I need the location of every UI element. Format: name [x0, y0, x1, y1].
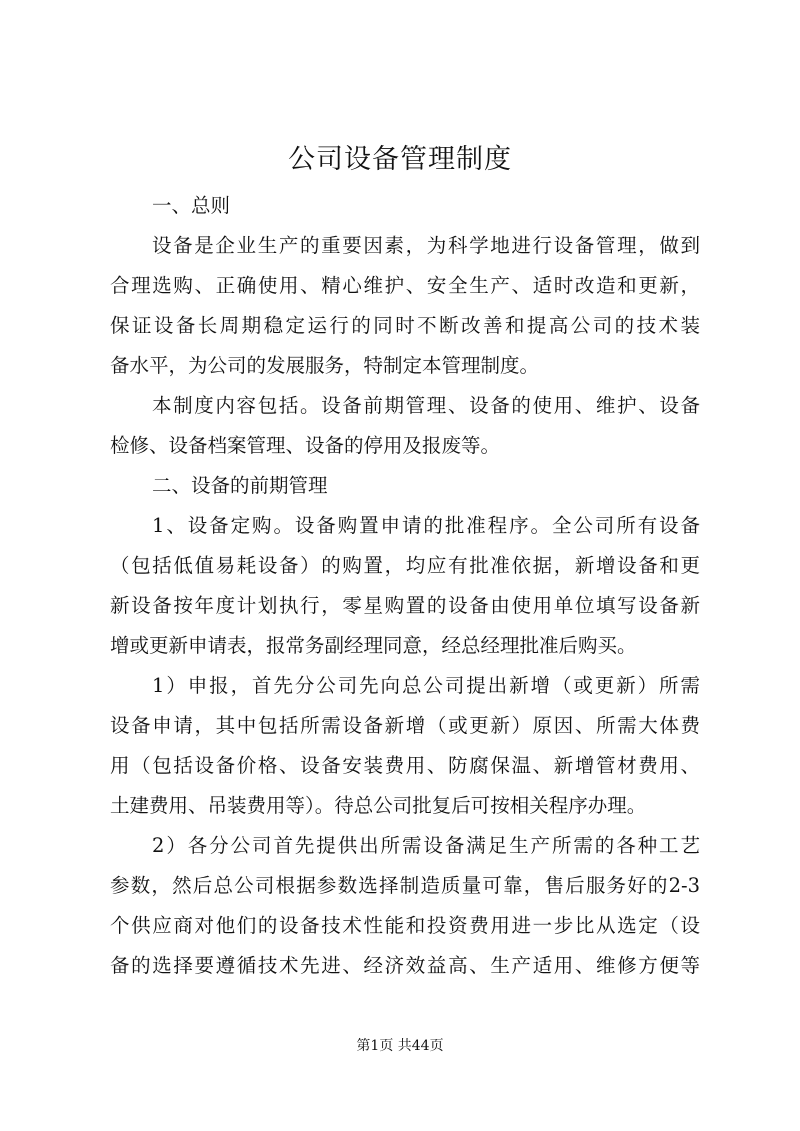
text-line: 新设备按年度计划执行，零星购置的设备由使用单位填写设备新	[110, 594, 700, 617]
text-line: （包括低值易耗设备）的购置，均应有批准依据，新增设备和更	[110, 554, 700, 577]
page-footer: 第1页 共44页	[356, 1038, 444, 1054]
text-line: 设备是企业生产的重要因素，为科学地进行设备管理，做到	[152, 234, 700, 257]
text-line: 1）申报，首先分公司先向总公司提出新增（或更新）所需	[152, 674, 700, 697]
text-line: 土建费用、吊装费用等）。待总公司批复后可按相关程序办理。	[110, 794, 647, 817]
text-line: 二、设备的前期管理	[152, 474, 328, 497]
text-line: 参数，然后总公司根据参数选择制造质量可靠，售后服务好的2-3	[110, 874, 700, 897]
text-line: 2）各分公司首先提供出所需设备满足生产所需的各种工艺	[152, 834, 700, 857]
document-title: 公司设备管理制度	[288, 144, 512, 175]
text-line: 备水平，为公司的发展服务，特制定本管理制度。	[110, 354, 540, 377]
text-line: 设备申请，其中包括所需设备新增（或更新）原因、所需大体费	[110, 714, 700, 737]
text-line: 增或更新申请表，报常务副经理同意，经总经理批准后购买。	[110, 634, 637, 657]
text-line: 一、总则	[152, 194, 231, 217]
text-line: 本制度内容包括。设备前期管理、设备的使用、维护、设备	[152, 394, 700, 417]
text-line: 合理选购、正确使用、精心维护、安全生产、适时改造和更新，	[110, 274, 700, 297]
text-line: 备的选择要遵循技术先进、经济效益高、生产适用、维修方便等	[110, 954, 700, 977]
text-line: 1、设备定购。设备购置申请的批准程序。全公司所有设备	[152, 514, 700, 537]
text-line: 个供应商对他们的设备技术性能和投资费用进一步比从选定（设	[110, 914, 700, 937]
document-body	[110, 186, 700, 986]
text-line: 检修、设备档案管理、设备的停用及报废等。	[110, 434, 501, 457]
text-line: 用（包括设备价格、设备安装费用、防腐保温、新增管材费用、	[110, 754, 700, 777]
text-line: 保证设备长周期稳定运行的同时不断改善和提高公司的技术装	[110, 314, 700, 337]
